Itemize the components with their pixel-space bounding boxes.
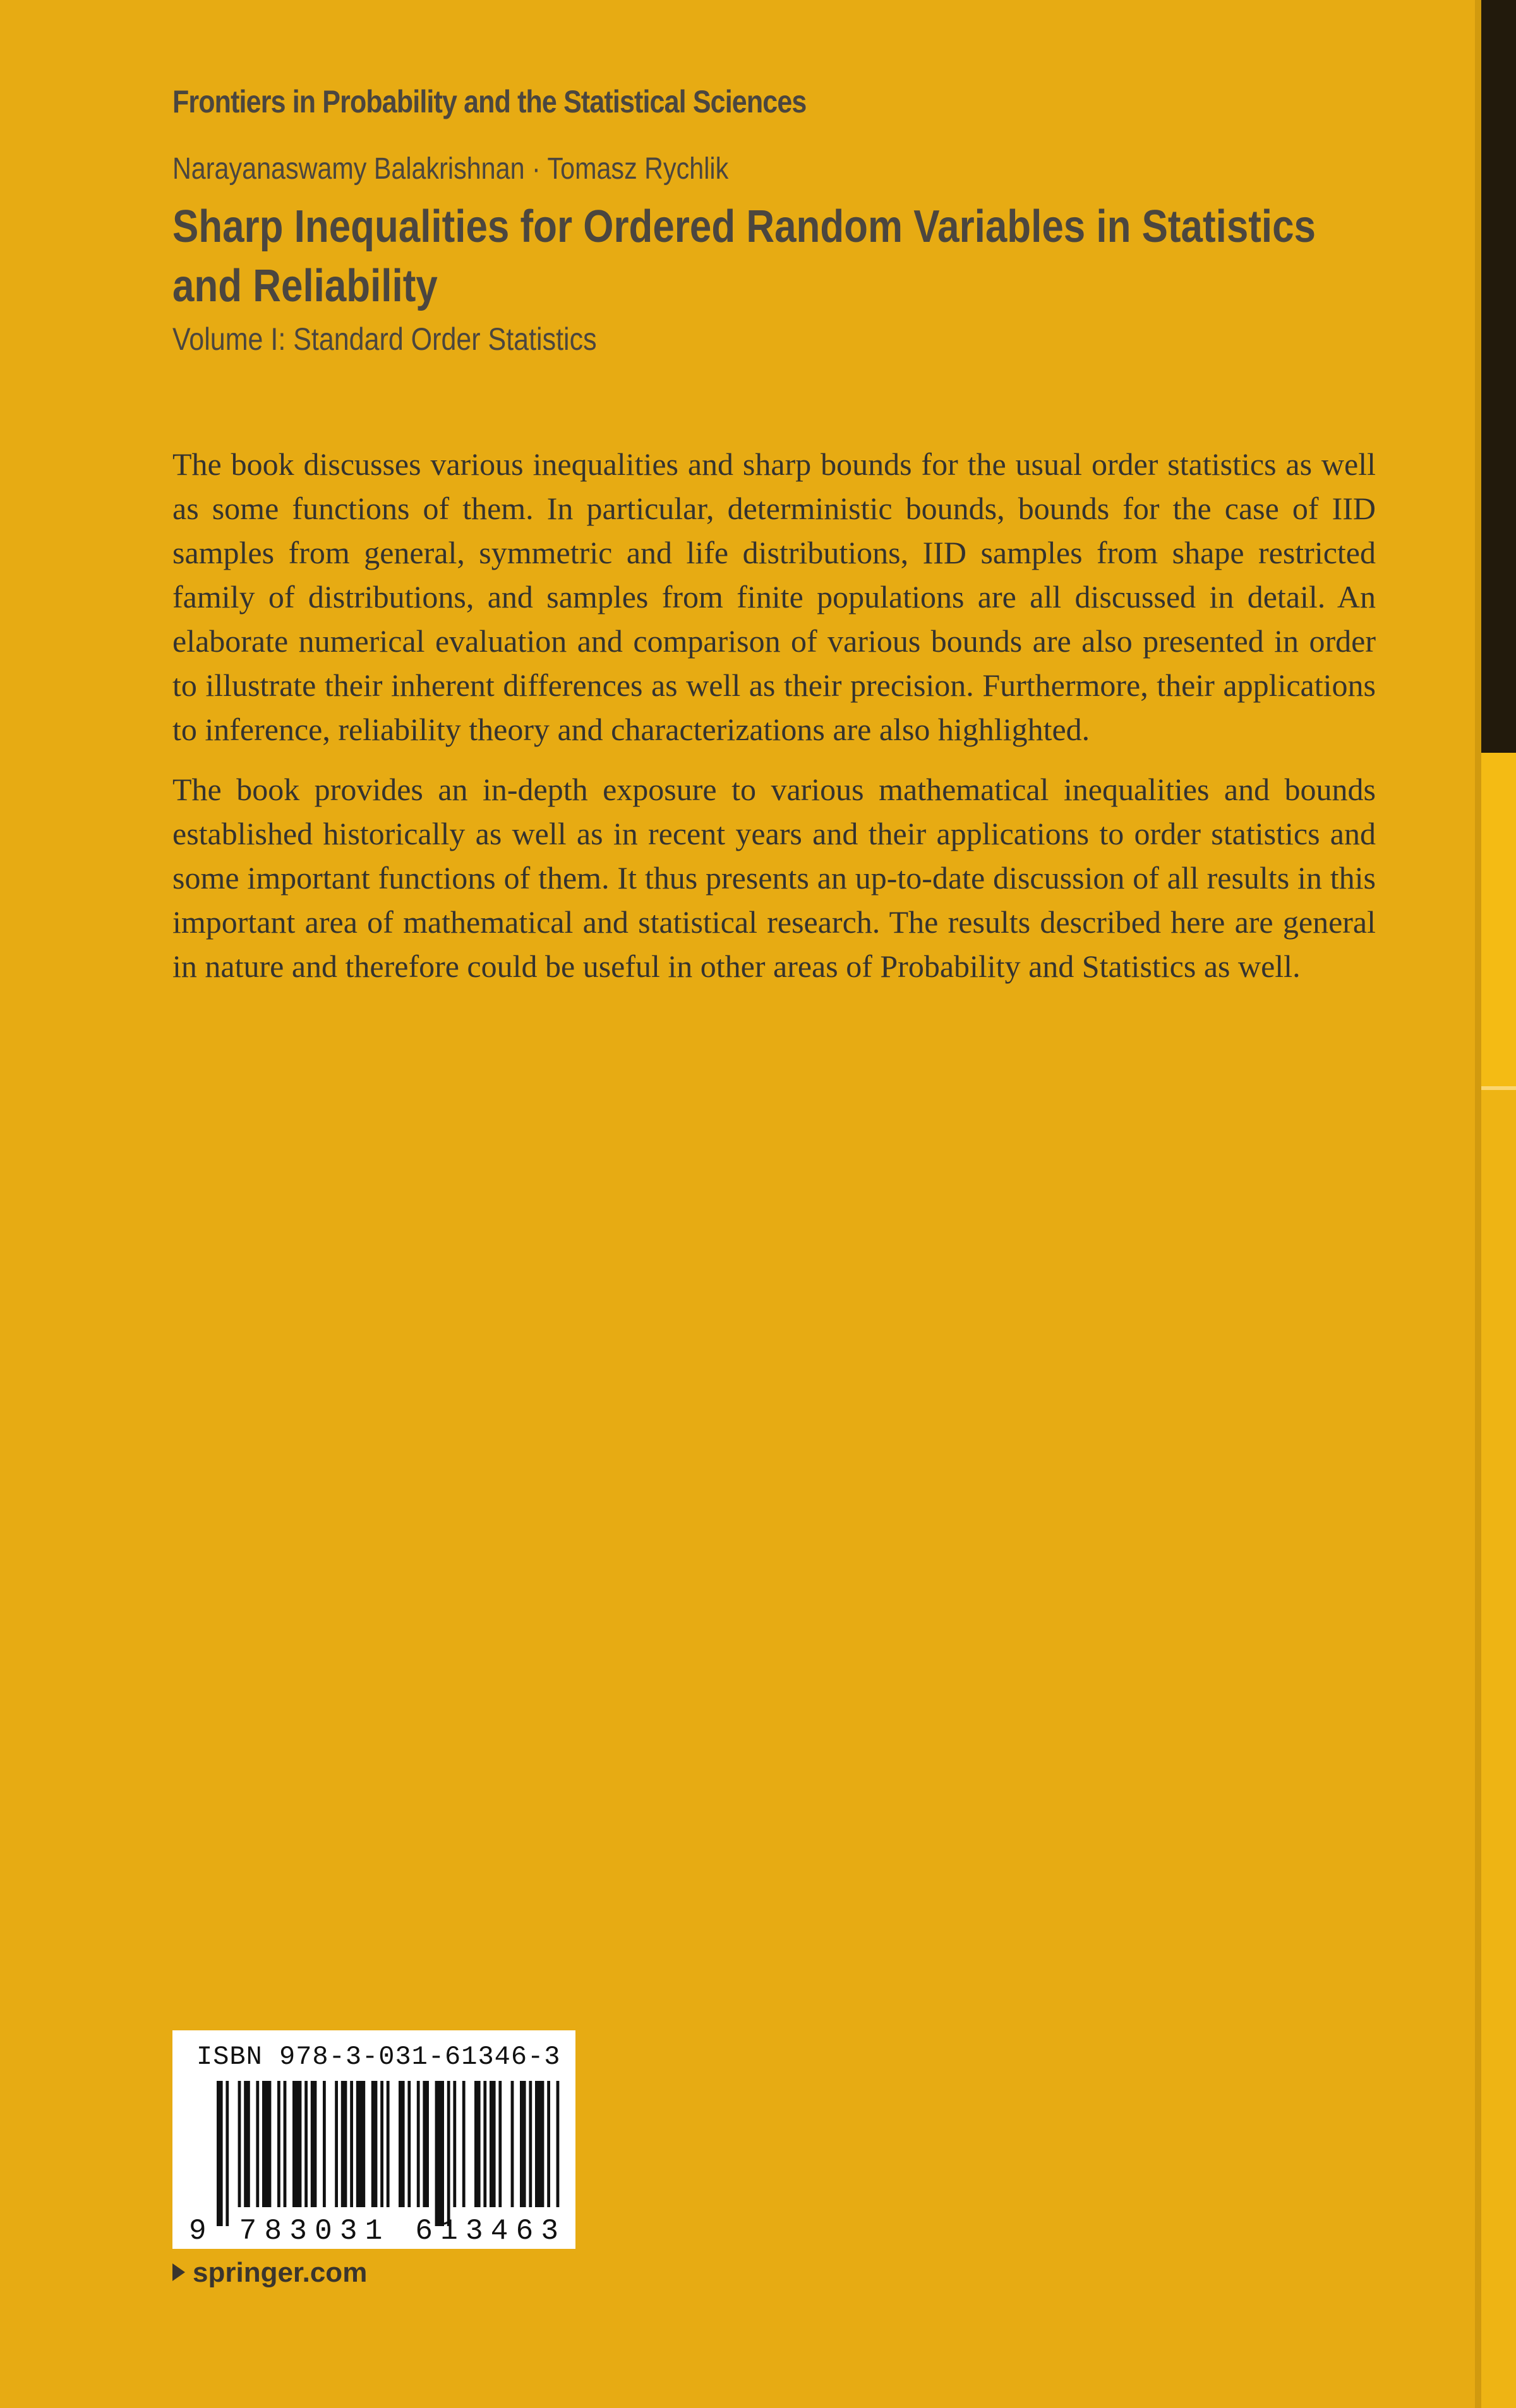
barcode-digits: 9 783031 613463 — [189, 2215, 558, 2248]
barcode-bar — [529, 2081, 532, 2207]
barcode-bar — [490, 2081, 496, 2207]
spine-shadow — [1475, 0, 1481, 2408]
isbn-barcode-box — [172, 2030, 575, 2249]
book-title: Sharp Inequalities for Ordered Random Variables in Statistics and Reliability — [172, 201, 1316, 311]
barcode-bar — [435, 2081, 444, 2226]
publisher-link[interactable] — [172, 2257, 367, 2289]
blurb — [172, 442, 1376, 1004]
book-spine-edge — [1475, 0, 1516, 2408]
barcode-bar — [417, 2081, 420, 2207]
barcode-bar — [520, 2081, 526, 2207]
spine-lower-band — [1481, 1090, 1516, 2408]
spine-bright-band — [1481, 753, 1516, 1086]
barcode-bar — [292, 2081, 301, 2207]
barcode-bar — [399, 2081, 405, 2207]
barcode-bar — [453, 2081, 456, 2207]
barcode-bar — [423, 2081, 429, 2207]
barcode — [184, 2030, 569, 2249]
barcode-bar — [238, 2081, 241, 2207]
barcode-bar — [311, 2081, 317, 2207]
barcode-bar — [474, 2081, 481, 2207]
barcode-bar — [244, 2081, 250, 2207]
publisher-website: springer.com — [193, 2257, 368, 2288]
arrow-right-icon — [172, 2263, 185, 2281]
barcode-bar — [304, 2081, 308, 2207]
barcode-bar — [380, 2081, 383, 2207]
barcode-bar — [387, 2081, 390, 2207]
barcode-bar — [462, 2081, 466, 2207]
barcode-bar — [284, 2081, 287, 2207]
barcode-bar — [483, 2081, 486, 2207]
barcode-bar — [217, 2081, 223, 2226]
barcode-bar — [371, 2081, 378, 2207]
barcode-bar — [511, 2081, 514, 2207]
barcode-bar — [547, 2081, 550, 2207]
blurb-paragraph: The book provides an in-depth exposure to various mathematical inequalities and bounds established historically as well as in recent years and their applications to order statistics and some important functions of them. It thus presents an up-to-date discussion of all results in this important area of mathematical and statistical research. The results described here are general in nature and therefore could be useful in other areas of Probability and Statistics as well. — [172, 772, 1376, 984]
barcode-bar — [356, 2081, 365, 2207]
barcode-bar — [277, 2081, 280, 2207]
spine-dark-band — [1481, 0, 1516, 753]
author-names: Narayanaswamy Balakrishnan · Tomasz Rychlik — [172, 152, 729, 186]
barcode-bar — [256, 2081, 259, 2207]
barcode-bar — [262, 2081, 271, 2207]
isbn-label: ISBN 978-3-031-61346-3 — [196, 2042, 561, 2072]
barcode-bar — [226, 2081, 229, 2226]
barcode-bar — [407, 2081, 411, 2207]
barcode-bar — [335, 2081, 338, 2207]
barcode-bar — [350, 2081, 353, 2207]
barcode-bar — [556, 2081, 560, 2207]
series-name: Frontiers in Probability and the Statistical Sciences — [172, 84, 807, 119]
barcode-bar — [323, 2081, 326, 2207]
barcode-bar — [535, 2081, 544, 2207]
blurb-paragraph: The book discusses various inequalities and sharp bounds for the usual order statistics as well as some functions of them. In particular, deterministic bounds, bounds for the case of IID samples from general, symmetric and life distributions, IID samples from shape restricted family of distributions, and samples from finite populations are all discussed in detail. An elaborate numerical evaluation and comparison of various bounds are also presented in order to illustrate their inherent differences as well as their precision. Furthermore, their applications to inference, reliability theory and characterizations are also highlighted. — [172, 446, 1376, 747]
barcode-bar — [341, 2081, 347, 2207]
book-subtitle: Volume I: Standard Order Statistics — [172, 321, 597, 357]
barcode-bar — [498, 2081, 502, 2207]
barcode-bar — [447, 2081, 450, 2226]
